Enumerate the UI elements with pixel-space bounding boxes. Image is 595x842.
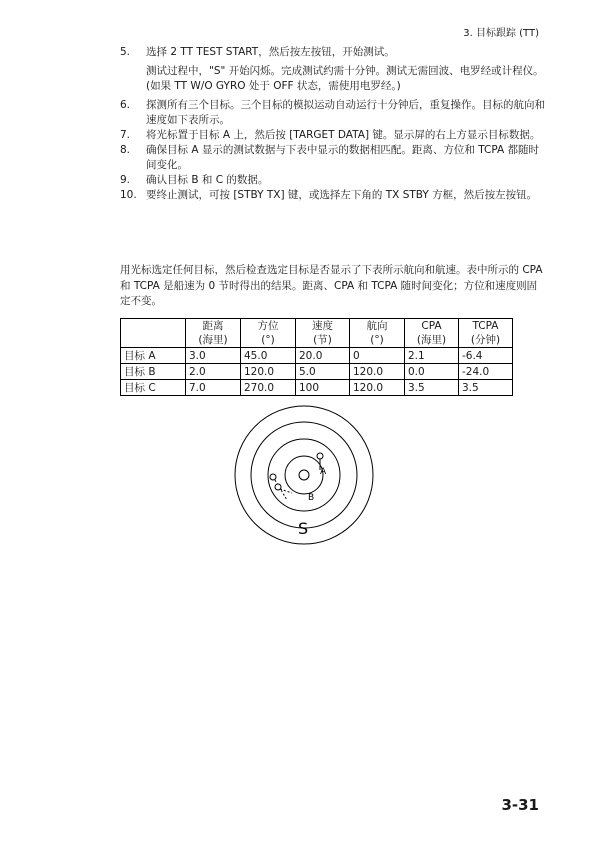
range-ring-3 xyxy=(251,422,357,528)
table-cell: 120.0 xyxy=(350,380,405,396)
table-row xyxy=(121,364,513,380)
range-ring-2 xyxy=(268,439,340,511)
step-number: 7. xyxy=(120,129,131,141)
table-cell: 7.0 xyxy=(186,380,241,396)
table-cell: -6.4 xyxy=(459,348,513,364)
radar-diagram xyxy=(228,404,388,554)
table-header-cell: CPA (海里) xyxy=(405,319,459,348)
step-number: 8. xyxy=(120,144,131,156)
target-b-marker xyxy=(270,474,276,480)
step-text: 探测所有三个目标。三个目标的模拟运动自动运行十分钟后，重复操作。目标的航向和速度如下表所示。 xyxy=(146,99,545,126)
table-cell: 3.5 xyxy=(405,380,459,396)
target-a-marker xyxy=(317,453,323,459)
table-cell: 0.0 xyxy=(405,364,459,380)
table-cell: 2.0 xyxy=(186,364,241,380)
step-number: 10. xyxy=(120,189,137,201)
step-7 xyxy=(120,128,545,143)
step-number: 6. xyxy=(120,99,131,111)
step-text: 将光标置于目标 A 上，然后按 [TARGET DATA] 键。显示屏的右上方显示目标数据。 xyxy=(146,129,541,141)
own-ship-s-label: S xyxy=(298,519,309,538)
table-header-cell: 速度 (节) xyxy=(296,319,350,348)
page-number: 3-31 xyxy=(501,796,539,814)
step-text: 确认目标 B 和 C 的数据。 xyxy=(146,174,269,186)
step-8 xyxy=(120,143,545,173)
step-6 xyxy=(120,98,545,128)
table-header-row xyxy=(121,319,513,348)
table-header-cell: 航向 (°) xyxy=(350,319,405,348)
table-cell: 45.0 xyxy=(241,348,296,364)
table-cell: 2.1 xyxy=(405,348,459,364)
table-cell: 100 xyxy=(296,380,350,396)
note-text: 测试过程中，"S" 开始闪烁。完成测试约需十分钟。测试无需回波、电罗经或计程仪。(如果 TT W/O GYRO 处于 OFF 状态，需使用电罗经。) xyxy=(146,65,544,92)
table-cell: -24.0 xyxy=(459,364,513,380)
table-cell: 5.0 xyxy=(296,364,350,380)
step-text: 选择 2 TT TEST START，然后按左按钮，开始测试。 xyxy=(146,46,395,58)
body-paragraph: 用光标选定任何目标，然后检查选定目标是否显示了下表所示航向和航速。表中所示的 CPA 和 TCPA 是船速为 0 节时得出的结果。距离、CPA 和 TCPA 随时间变化；方位和速度则固定不变。 xyxy=(120,264,543,307)
step-5-note xyxy=(120,64,545,94)
target-data-table xyxy=(120,318,513,396)
step-5 xyxy=(120,45,545,60)
step-9 xyxy=(120,173,545,188)
row-label: 目标 C xyxy=(121,380,186,396)
table-cell: 270.0 xyxy=(241,380,296,396)
table-cell: 0 xyxy=(350,348,405,364)
table-cell: 20.0 xyxy=(296,348,350,364)
step-number: 5. xyxy=(120,46,131,58)
step-number: 9. xyxy=(120,174,131,186)
step-text: 确保目标 A 显示的测试数据与下表中显示的数据相匹配。距离、方位和 TCPA 都随时间变化。 xyxy=(146,144,540,171)
table-row xyxy=(121,348,513,364)
own-ship-marker xyxy=(299,470,309,480)
step-10 xyxy=(120,188,545,203)
section-header: 3. 目标跟踪 (TT) xyxy=(463,28,539,39)
table-cell: 3.5 xyxy=(459,380,513,396)
target-b-label: B xyxy=(308,493,315,503)
row-label: 目标 B xyxy=(121,364,186,380)
range-ring-1 xyxy=(285,456,323,494)
table-header-cell: TCPA (分钟) xyxy=(459,319,513,348)
table-cell: 3.0 xyxy=(186,348,241,364)
step-text: 要终止测试，可按 [STBY TX] 键，或选择左下角的 TX STBY 方框，然后按左按钮。 xyxy=(146,189,538,201)
procedure-steps xyxy=(120,45,545,203)
table-cell: 120.0 xyxy=(241,364,296,380)
row-label: 目标 A xyxy=(121,348,186,364)
table-header-cell xyxy=(121,319,186,348)
target-a-label: A xyxy=(320,467,327,477)
table-header-cell: 距离 (海里) xyxy=(186,319,241,348)
table-row xyxy=(121,380,513,396)
table-header-cell: 方位 (°) xyxy=(241,319,296,348)
table-cell: 120.0 xyxy=(350,364,405,380)
